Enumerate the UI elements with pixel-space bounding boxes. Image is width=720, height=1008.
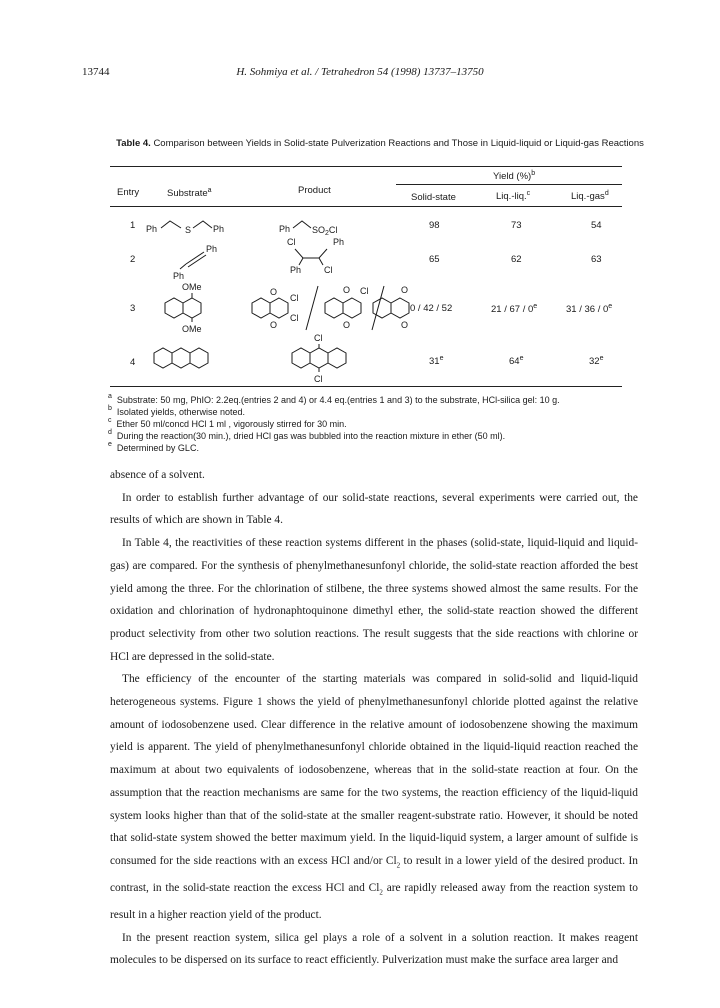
- footnote-c: $^c$ Ether 50 ml/concd HCl 1 ml , vigorously stirred for 30 min.: [108, 417, 347, 429]
- row-4-entry: 4: [130, 357, 136, 368]
- table-caption-text: Comparison between Yields in Solid-state Pulverization Reactions and Those in Liquid-liquid or Liquid-gas Reactions: [153, 138, 644, 149]
- col-header-liq-gas-text: Liq.-gas: [571, 191, 605, 203]
- footnote-ref-e: e: [439, 355, 444, 362]
- footnote-ref-d: d: [604, 190, 609, 197]
- label-cl: Cl: [324, 265, 333, 275]
- col-header-liq-liq-text: Liq.-liq.: [496, 191, 527, 203]
- label-ome: OMe: [182, 282, 202, 292]
- footnote-ref-e: e: [533, 303, 538, 310]
- label-o: O: [270, 287, 278, 297]
- paragraph: absence of a solvent.: [110, 469, 205, 481]
- body-text: [110, 464, 638, 972]
- row-3-solid: 0 / 42 / 52: [410, 303, 453, 314]
- label-ph: Ph: [206, 244, 218, 254]
- paragraph: In Table 4, the reactivities of these reaction systems different in the phases (solid-state, liquid-liquid and liquid-gas) are compared. For the synthesis of phenylmethanesunfonyl chloride, the solid-state reaction afforded the best yield among the three. For the chlorination of stilbene, the three systems showed almost the same results. For the oxidation and chlorination of hydronaphtoquinone dimethyl ether, the solid-state reaction showed the different product selectivity from other two solution reactions. The result suggests that the side reactions with chlorine or HCl are depressed in the solid-state.: [110, 537, 638, 663]
- row-4-liqliq-value: 64: [509, 356, 520, 368]
- structure-product-dichloroquinone: [252, 287, 299, 330]
- row-1-entry: 1: [130, 220, 136, 231]
- paragraph: In order to establish further advantage of our solid-state reactions, several experiments were carried out, the results of which are shown in Table 4.: [110, 491, 638, 527]
- footnote-e: $^e$ Determined by GLC.: [108, 441, 199, 453]
- label-cl: Cl: [360, 286, 369, 296]
- col-header-yield-text: Yield (%): [493, 171, 532, 183]
- col-header-product: Product: [298, 185, 331, 196]
- structure-anthracene: [154, 348, 208, 368]
- label-cl: Cl: [314, 374, 323, 384]
- label-o: O: [343, 285, 351, 295]
- row-1-liqliq: 73: [511, 220, 522, 231]
- row-4-liqgas-value: 32: [589, 356, 600, 368]
- label-ph: Ph: [173, 271, 185, 281]
- row-3-liqliq-value: 21 / 67 / 0: [491, 304, 534, 316]
- footnote-d: $^d$ During the reaction(30 min.), dried HCl gas was bubbled into the reaction mixture in ether (50 ml).: [108, 429, 506, 441]
- footnote-ref-a: a: [207, 187, 212, 194]
- label-ph: Ph: [279, 224, 291, 234]
- structure-product-chloroquinone: [325, 285, 369, 330]
- row-2-entry: 2: [130, 254, 136, 265]
- running-header: H. Sohmiya et al. / Tetrahedron 54 (1998) 13737–13750: [236, 66, 484, 78]
- row-3-entry: 3: [130, 303, 136, 314]
- row-3-liqgas-value: 31 / 36 / 0: [566, 304, 609, 316]
- label-ph: Ph: [146, 224, 158, 234]
- label-so2cl: $SO_2Cl$: [312, 225, 338, 237]
- footnote-ref-e: e: [519, 355, 524, 362]
- label-ome: OMe: [182, 324, 202, 334]
- row-1-liqgas: 54: [591, 220, 602, 231]
- label-cl: Cl: [290, 313, 299, 323]
- structure-dichloroanthracene: [292, 333, 346, 384]
- col-header-entry: Entry: [117, 187, 140, 198]
- col-header-solid-state: Solid-state: [411, 192, 456, 203]
- label-s: S: [185, 225, 192, 235]
- footnote-ref-c: c: [526, 190, 531, 197]
- row-1-solid: 98: [429, 220, 440, 231]
- structure-dichlorodiphenylethane: [287, 237, 344, 275]
- label-ph: Ph: [333, 237, 345, 247]
- table-caption-label: Table 4.: [116, 138, 151, 149]
- label-cl: Cl: [290, 293, 299, 303]
- footnote-b: $^b$ Isolated yields, otherwise noted.: [108, 405, 245, 417]
- label-o: O: [343, 320, 351, 330]
- page-number: 13744: [82, 66, 110, 78]
- structure-benzyl-sulfonyl-chloride: [279, 221, 337, 237]
- row-4-solid-value: 31: [429, 356, 440, 368]
- separator-slash: [306, 286, 318, 330]
- label-cl: Cl: [314, 333, 323, 343]
- paragraph: In the present reaction system, silica gel plays a role of a solvent in a solution reaction. It makes reagent molecules to be dispersed on its surface to react efficiently. Pulverization must make the surface area larger and: [110, 931, 638, 967]
- label-o: O: [270, 320, 278, 330]
- separator-slash: [372, 286, 384, 330]
- label-cl: Cl: [287, 237, 296, 247]
- label-o: O: [401, 320, 409, 330]
- row-2-liqgas: 63: [591, 254, 602, 265]
- footnote-ref-b: b: [531, 170, 536, 177]
- structure-stilbene: [173, 244, 217, 281]
- footnote-ref-e: e: [599, 355, 604, 362]
- footnote-ref-e: e: [608, 303, 613, 310]
- row-2-solid: 65: [429, 254, 440, 265]
- label-ph: Ph: [290, 265, 302, 275]
- footnote-a: $^a$ Substrate: 50 mg, PhIO: 2.2eq.(entries 2 and 4) or 4.4 eq.(entries 1 and 3) to the substrate, HCl-silica gel: 10 g.: [108, 393, 560, 405]
- paragraph: The efficiency of the encounter of the starting materials was compared in solid-solid and liquid-liquid heterogeneous systems. Figure 1 shows the yield of phenylmethanesunfonyl chloride plotted against the relative amount of iodosobenzene used. Clear difference in the relative amount of iodosobenzene showing the maximum yield is apparent. The yield of phenylmethanesunfonyl chloride obtained in the liquid-liquid reaction reached the maximum at about two equivalents of iodosobenzene, whereas that in the solid-state reaction at four. On the assumption that the reaction mechanisms are same for the two systems, the reaction efficiency of the liquid-liquid system looks higher than that of the solid-state at the smaller reagent-substrate ratio. However, it should be noted that solid-state system showed the better maximum yield. In the liquid-liquid system, a larger amount of sulfide is consumed for the side reactions with an excess HCl and/or $Cl_2$ to result in a lower yield of the desired product. In contrast, in the solid-state reaction the excess HCl and $Cl_2$ are rapidly released away from the reaction system to result in a higher reaction yield of the product.: [110, 673, 638, 921]
- structure-dibenzyl-sulfide: [146, 221, 224, 235]
- structure-dimethoxynaphthalene: [165, 282, 202, 334]
- col-header-substrate-text: Substrate: [167, 188, 208, 200]
- label-o: O: [401, 285, 409, 295]
- row-2-liqliq: 62: [511, 254, 522, 265]
- label-ph: Ph: [213, 224, 225, 234]
